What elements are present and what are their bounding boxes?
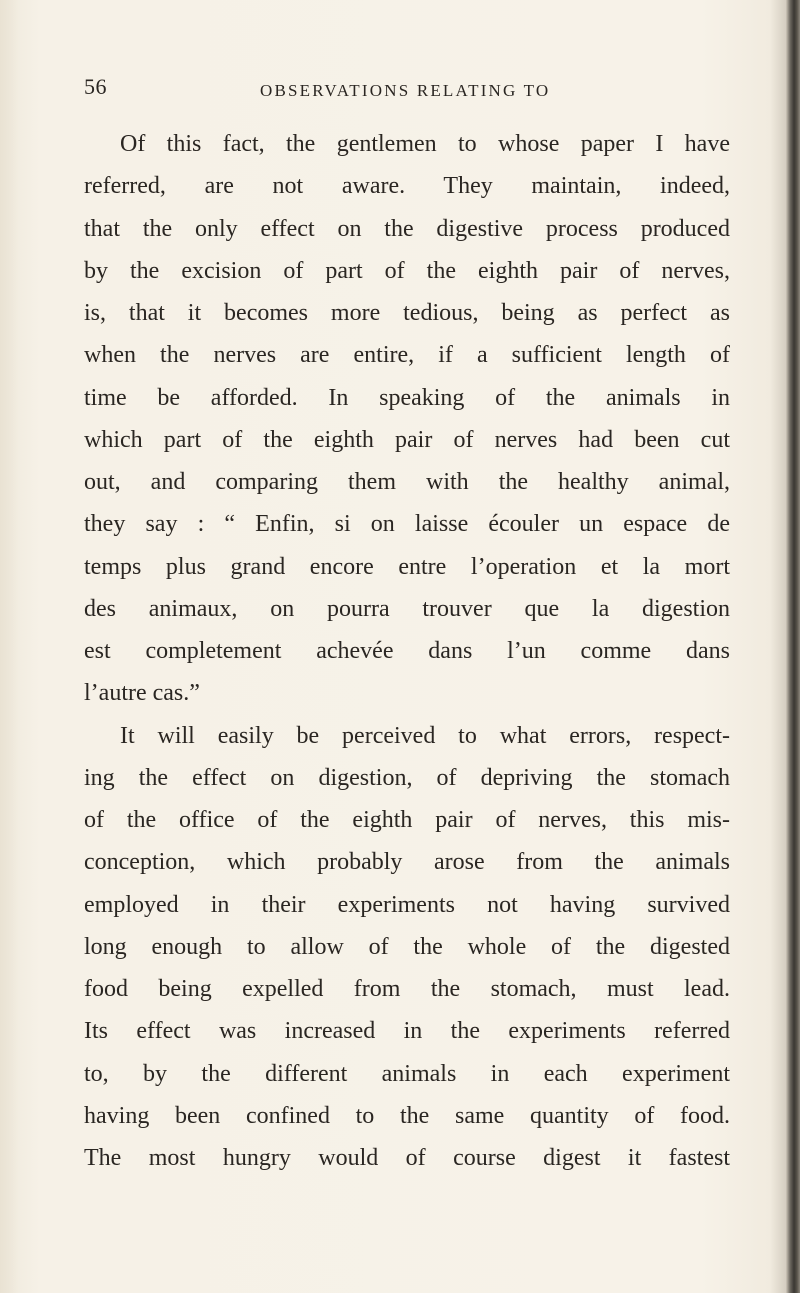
text-line: which part of the eighth pair of nerves had been cut [84,426,730,453]
text-line: long enough to allow of the whole of the digested [84,933,730,960]
binding-shadow [770,0,786,1293]
text-line: ing the effect on digestion, of depriving the stomach [84,764,730,791]
text-line: time be afforded. In speaking of the animals in [84,384,730,411]
text-line: when the nerves are entire, if a sufficient length of [84,342,730,369]
text-line: by the excision of part of the eighth pair of nerves, [84,257,730,284]
text-line: The most hungry would of course digest it fastest [84,1145,730,1171]
page-header [84,76,724,106]
text-line: to, by the different animals in each experiment [84,1060,730,1087]
text-line: that the only effect on the digestive process produced [84,215,730,242]
text-line: est completement achevée dans l’un comme dans [84,638,730,664]
text-line: employed in their experiments not having survived [84,891,730,918]
text-line: Of this fact, the gentlemen to whose paper I have [120,131,730,157]
text-line: they say : “ Enfin, si on laisse écouler un espace de [84,511,730,538]
text-line: It will easily be perceived to what errors, respect- [120,722,730,749]
text-line: referred, are not aware. They maintain, indeed, [84,173,730,200]
body-text [84,123,730,1179]
text-line: temps plus grand encore entre l’operation et la mort [84,553,730,580]
book-binding-edge [786,0,800,1293]
text-line: having been confined to the same quantity of food. [84,1102,730,1129]
text-line: conception, which probably arose from the animals [84,849,730,876]
text-line: is, that it becomes more tedious, being as perfect as [84,300,730,326]
text-line: food being expelled from the stomach, must lead. [84,976,730,1002]
running-title: OBSERVATIONS RELATING TO [260,81,551,100]
text-line: of the office of the eighth pair of nerves, this mis- [84,807,730,833]
text-line: l’autre cas.” [84,680,200,707]
text-line: Its effect was increased in the experiments referred [84,1018,730,1045]
page-number: 56 [84,74,107,99]
left-page-gutter [0,0,18,1293]
text-line: des animaux, on pourra trouver que la digestion [84,595,730,622]
text-line: out, and comparing them with the healthy animal, [84,469,730,495]
